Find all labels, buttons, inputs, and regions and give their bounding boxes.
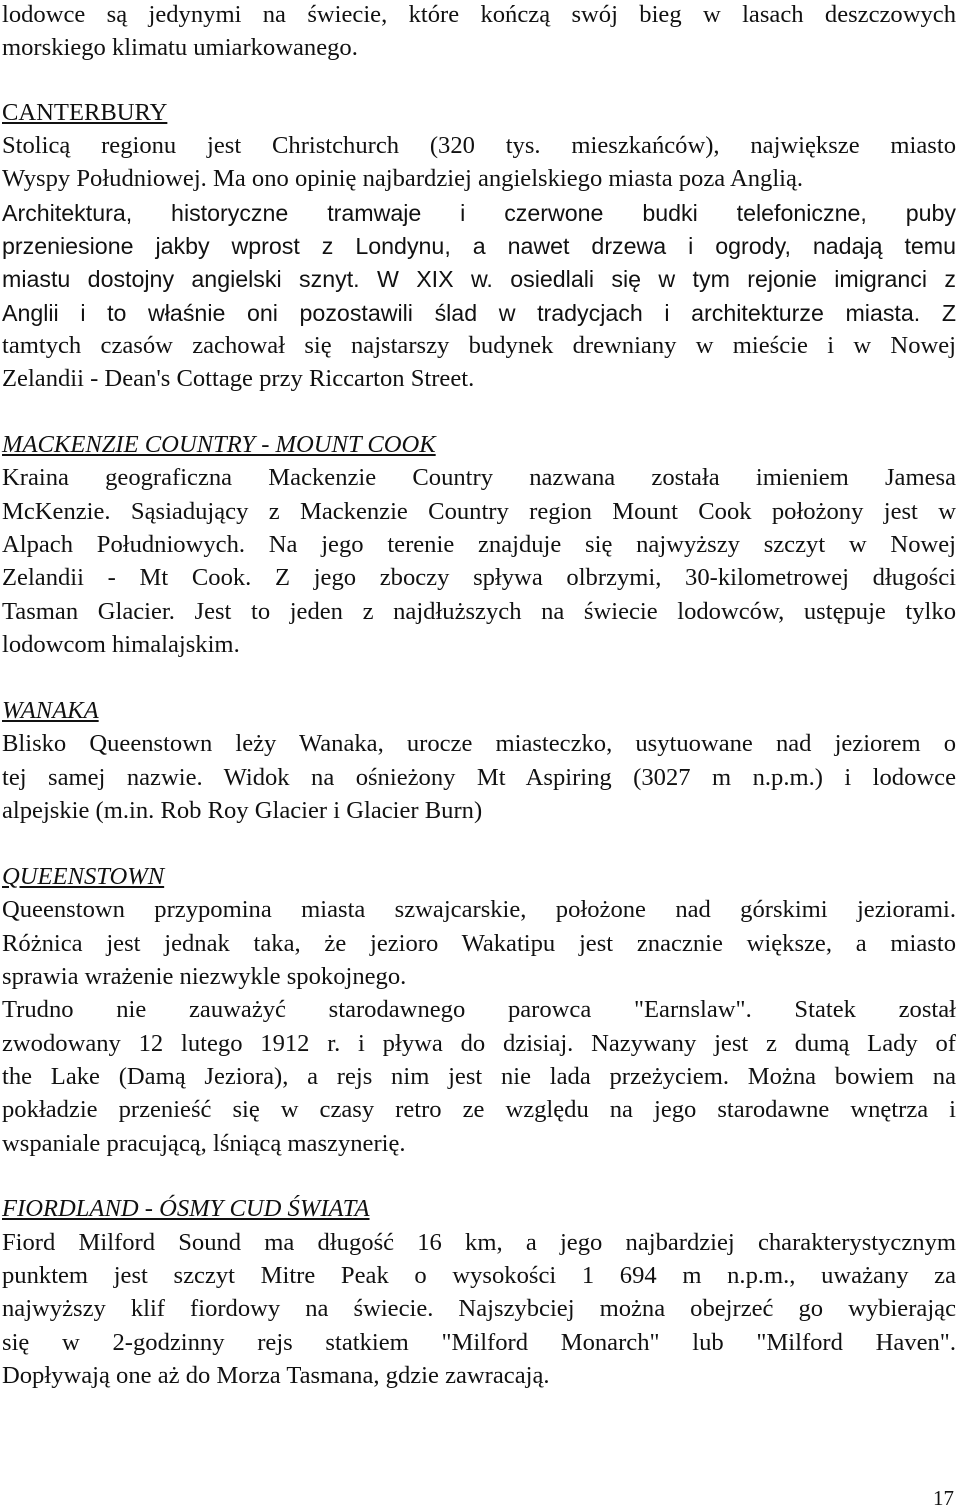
section-heading: QUEENSTOWN	[2, 863, 165, 890]
body-line: zwodowany 12 lutego 1912 r. i pływa do dzisiaj. Nazywany jest z dumą Lady of	[2, 1030, 956, 1057]
body-line: alpejskie (m.in. Rob Roy Glacier i Glacier Burn)	[2, 797, 483, 824]
body-line: Anglii i to właśnie oni pozostawili ślad w tradycjach i architekturze miasta. Z	[2, 300, 956, 326]
body-line: wspaniale pracującą, lśniącą maszynerię.	[2, 1130, 406, 1157]
page-number: 17	[933, 1486, 954, 1510]
body-line: Blisko Queenstown leży Wanaka, urocze miasteczko, usytuowane nad jeziorem o	[2, 730, 956, 757]
body-line: Zelandii - Dean's Cottage przy Riccarton Street.	[2, 365, 475, 392]
body-line: Zelandii - Mt Cook. Z jego zboczy spływa olbrzymi, 30-kilometrowej długości	[2, 564, 956, 591]
section-heading: WANAKA	[2, 697, 99, 724]
body-line: Tasman Glacier. Jest to jeden z najdłuższych na świecie lodowców, ustępuje tylko	[2, 598, 956, 625]
body-line: tej samej nazwie. Widok na ośnieżony Mt Aspiring (3027 m n.p.m.) i lodowce	[2, 764, 956, 791]
body-line: lodowcom himalajskim.	[2, 631, 240, 658]
body-line: przeniesione jakby wprost z Londynu, a nawet drzewa i ogrody, nadają temu	[2, 233, 956, 259]
body-line: Queenstown przypomina miasta szwajcarskie, położone nad górskimi jeziorami.	[2, 896, 956, 923]
body-line: tamtych czasów zachował się najstarszy budynek drewniany w mieście i w Nowej	[2, 332, 956, 359]
body-line: lodowce są jedynymi na świecie, które kończą swój bieg w lasach deszczowych	[2, 1, 956, 28]
body-line: morskiego klimatu umiarkowanego.	[2, 34, 358, 61]
body-line: Alpach Południowych. Na jego terenie znajduje się najwyższy szczyt w Nowej	[2, 531, 956, 558]
body-line: najwyższy klif fiordowy na świecie. Najszybciej można obejrzeć go wybierając	[2, 1295, 956, 1322]
body-line: Stolicą regionu jest Christchurch (320 tys. mieszkańców), największe miasto	[2, 132, 956, 159]
body-line: Kraina geograficzna Mackenzie Country nazwana została imieniem Jamesa	[2, 464, 956, 491]
section-heading: FIORDLAND - ÓSMY CUD ŚWIATA	[2, 1195, 370, 1222]
body-line: McKenzie. Sąsiadujący z Mackenzie Country region Mount Cook położony jest w	[2, 498, 956, 525]
body-line: Różnica jest jednak taka, że jezioro Wakatipu jest znacznie większe, a miasto	[2, 930, 956, 957]
body-line: the Lake (Damą Jeziora), a rejs nim jest nie lada przeżyciem. Można bowiem na	[2, 1063, 956, 1090]
body-line: Architektura, historyczne tramwaje i czerwone budki telefoniczne, puby	[2, 200, 956, 226]
body-line: się w 2-godzinny rejs statkiem "Milford Monarch" lub "Milford Haven".	[2, 1329, 956, 1356]
body-line: sprawia wrażenie niezwykle spokojnego.	[2, 963, 407, 990]
section-heading: CANTERBURY	[2, 99, 168, 126]
body-line: Trudno nie zauważyć starodawnego parowca "Earnslaw". Statek został	[2, 996, 956, 1023]
body-line: Wyspy Południowej. Ma ono opinię najbardziej angielskiego miasta poza Anglią.	[2, 165, 804, 192]
body-line: Fiord Milford Sound ma długość 16 km, a jego najbardziej charakterystycznym	[2, 1229, 956, 1256]
body-line: punktem jest szczyt Mitre Peak o wysokości 1 694 m n.p.m., uważany za	[2, 1262, 956, 1289]
body-line: pokładzie przenieść się w czasy retro ze względu na jego starodawne wnętrza i	[2, 1096, 956, 1123]
body-line: Dopływają one aż do Morza Tasmana, gdzie zawracają.	[2, 1362, 550, 1389]
section-heading: MACKENZIE COUNTRY - MOUNT COOK	[2, 431, 436, 458]
body-line: miastu dostojny angielski sznyt. W XIX w. osiedlali się w tym rejonie imigranci z	[2, 266, 956, 292]
